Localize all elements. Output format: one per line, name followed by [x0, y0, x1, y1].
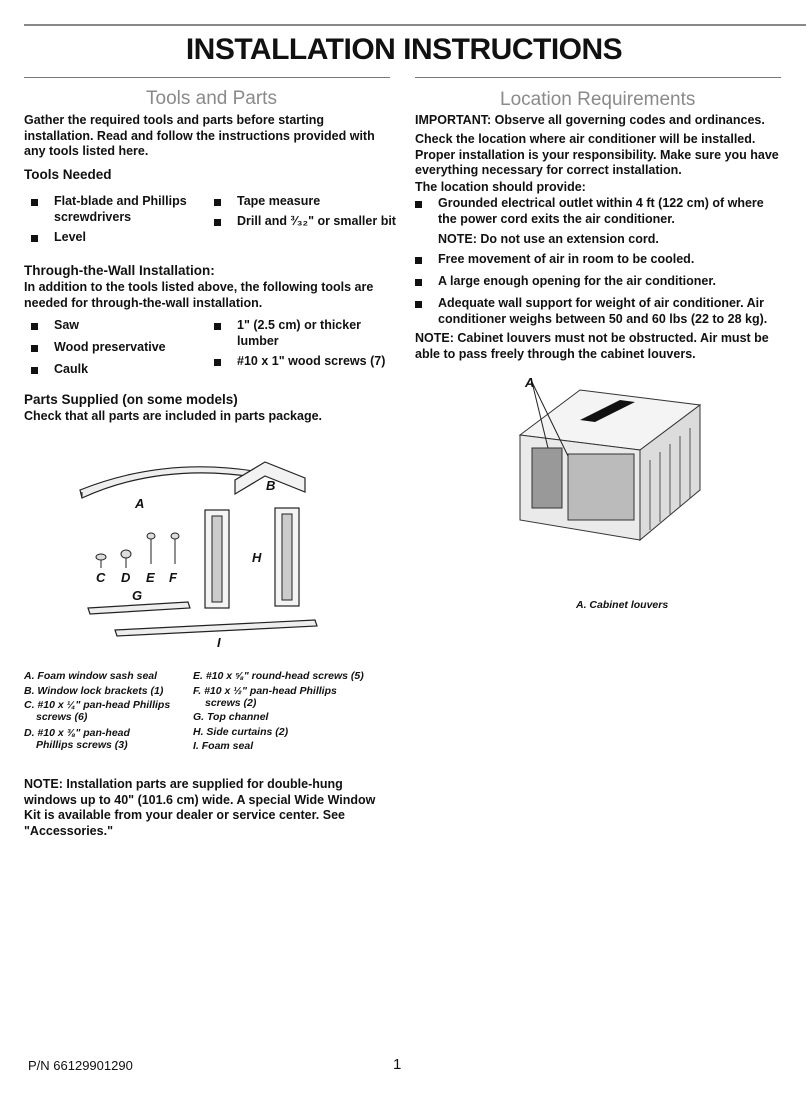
- tools-and-parts-heading: Tools and Parts: [146, 88, 277, 109]
- tool-item: Flat-blade and Phillips screwdrivers: [27, 194, 219, 225]
- part-caption: D. #10 x ⅜" pan-head: [24, 727, 130, 739]
- part-caption: B. Window lock brackets (1): [24, 685, 164, 697]
- diagram-label: F: [169, 570, 177, 585]
- requirement-item: Free movement of air in room to be cooled.: [411, 252, 778, 268]
- foam-seal: [115, 620, 317, 636]
- screw-e: [147, 533, 155, 564]
- tool-item: Wood preservative: [27, 340, 214, 356]
- note-label: NOTE:: [24, 777, 63, 791]
- part-caption: F. #10 x ½" pan-head Phillips: [193, 685, 337, 697]
- through-wall-intro: In addition to the tools listed above, the following tools are needed for through-the-wall installation.: [24, 280, 374, 310]
- requirement-item: Grounded electrical outlet within 4 ft (122 cm) of where the power cord exits the air conditioner.: [411, 196, 778, 227]
- diagram-label: H: [252, 550, 262, 565]
- installation-note: [24, 777, 389, 839]
- part-caption: E. #10 x ⅝" round-head screws (5): [193, 670, 364, 682]
- tool-item: #10 x 1" wood screws (7): [210, 354, 412, 370]
- through-wall-heading: Through-the-Wall Installation:: [24, 263, 215, 278]
- tool-item: Caulk: [27, 362, 214, 378]
- parts-supplied-intro: Check that all parts are included in parts package.: [24, 409, 323, 423]
- screw-d: [121, 550, 131, 568]
- foam-sash-seal: [80, 467, 260, 498]
- part-caption: Phillips screws (3): [36, 739, 128, 751]
- screw-f: [171, 533, 179, 564]
- right-column-rule: [415, 77, 781, 78]
- tool-item: Saw: [27, 318, 214, 334]
- part-caption: screws (6): [36, 711, 88, 723]
- tools-intro: Gather the required tools and parts before starting installation. Read and follow the instructions provided with any tools listed here.: [24, 113, 375, 158]
- air-conditioner-illustration: [510, 380, 710, 550]
- part-caption: I. Foam seal: [193, 740, 254, 752]
- note-text: Installation parts are supplied for double-hung windows up to 40" (101.6 cm) wide. A special Wide Window Kit is available from your dealer or service center. See "Accessories.": [24, 777, 376, 838]
- top-channel: [88, 602, 190, 614]
- tool-item: 1" (2.5 cm) or thicker lumber: [210, 318, 397, 349]
- important-label: IMPORTANT:: [415, 113, 492, 127]
- left-column-rule: [24, 77, 390, 78]
- part-caption: H. Side curtains (2): [193, 726, 289, 738]
- requirement-item: A large enough opening for the air conditioner.: [411, 274, 778, 290]
- extension-cord-note: NOTE: Do not use an extension cord.: [438, 232, 659, 246]
- diagram-label: A: [135, 496, 145, 511]
- important-text: [415, 113, 780, 129]
- page-number: 1: [393, 1056, 402, 1073]
- important-body: Observe all governing codes and ordinances.: [491, 113, 765, 127]
- louver-note: [415, 331, 780, 362]
- part-caption: G. Top channel: [193, 711, 269, 723]
- diagram-label: C: [96, 570, 106, 585]
- check-location-text: Check the location where air conditioner will be installed. Proper installation is your responsibility. Make sure you have everything necessary for correct installation.: [415, 132, 779, 177]
- screw-c: [96, 554, 106, 568]
- top-rule: [24, 24, 806, 26]
- diagram-label: E: [146, 570, 155, 585]
- part-caption: screws (2): [205, 697, 257, 709]
- diagram-label: I: [217, 635, 221, 650]
- parts-diagram: [60, 450, 340, 650]
- tool-item: Level: [27, 230, 219, 246]
- diagram-label: G: [132, 588, 143, 603]
- page-title: INSTALLATION INSTRUCTIONS: [185, 33, 623, 66]
- parts-supplied-heading: Parts Supplied (on some models): [24, 392, 238, 407]
- location-provide-text: The location should provide:: [415, 180, 586, 194]
- louver-note-body: Cabinet louvers must not be obstructed. Air must be able to pass freely through the cabinet louvers.: [415, 331, 769, 361]
- tool-item: Tape measure: [210, 194, 407, 210]
- requirement-item: Adequate wall support for weight of air conditioner. Air conditioner weighs between 50 and 60 lbs (22 to 28 kg).: [411, 296, 778, 327]
- diagram-label: B: [266, 478, 276, 493]
- louver-note-label: NOTE:: [415, 331, 454, 345]
- part-caption: A. Foam window sash seal: [24, 670, 158, 682]
- part-caption: C. #10 x ¼" pan-head Phillips: [24, 699, 171, 711]
- location-requirements-heading: Location Requirements: [500, 89, 696, 110]
- diagram-label: D: [121, 570, 131, 585]
- tool-item: Drill and ³⁄₃₂" or smaller bit: [210, 214, 412, 230]
- figure-caption: A. Cabinet louvers: [576, 599, 669, 611]
- cabinet-louvers: [532, 448, 562, 508]
- part-number: P/N 66129901290: [28, 1058, 133, 1073]
- figure-label: A: [525, 375, 535, 390]
- tools-needed-heading: Tools Needed: [24, 167, 112, 182]
